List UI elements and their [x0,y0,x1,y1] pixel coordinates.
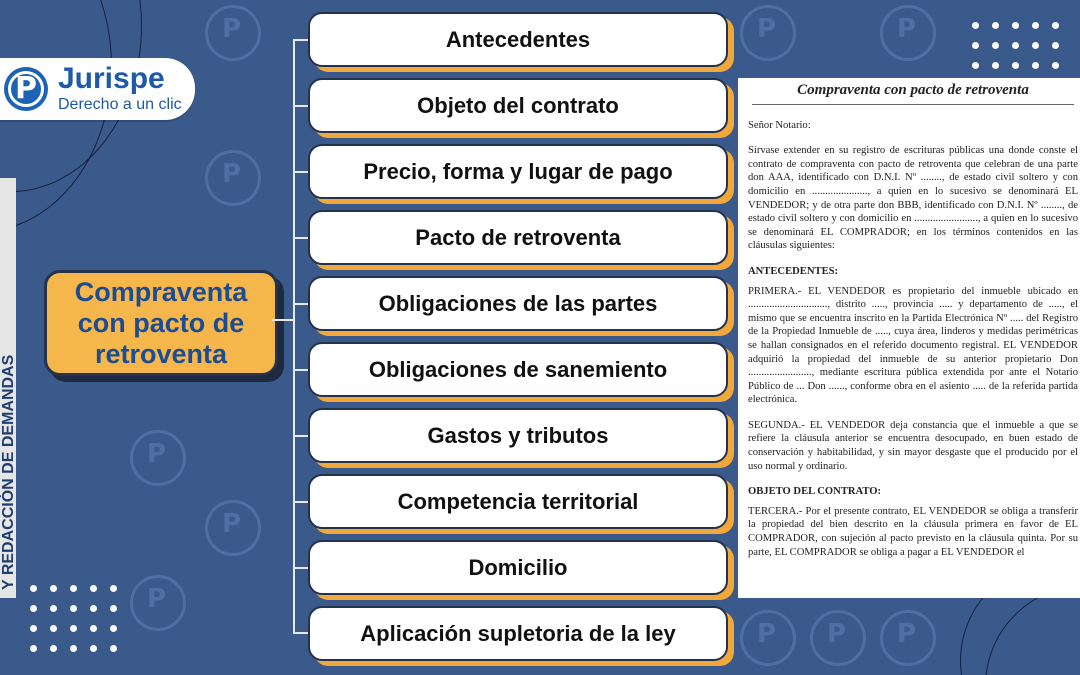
connector-line [293,105,309,107]
watermark-p-icon [205,150,261,206]
item-precio-pago: Precio, forma y lugar de pago [308,144,728,199]
watermark-p-icon [880,5,936,61]
watermark-p-icon [205,500,261,556]
item-obligaciones-sanemiento: Obligaciones de sanemiento [308,342,728,397]
connector-line [293,435,309,437]
connector-line [293,369,309,371]
watermark-p-icon [740,610,796,666]
item-gastos-tributos: Gastos y tributos [308,408,728,463]
document-clause: SEGUNDA.- EL VENDEDOR deja constancia que el inmueble a que se refiere la cláusula anterior se encuentra desocupado, en buen estado de conservación y habitabilidad, y sin mayor desgaste que el producido por el uso normal y ordinario. [748,419,1078,472]
document-excerpt [738,78,1080,598]
connector-line [293,39,309,41]
document-heading: ANTECEDENTES: [748,265,839,277]
item-antecedentes: Antecedentes [308,12,728,67]
watermark-p-icon [130,575,186,631]
item-pacto-retroventa: Pacto de retroventa [308,210,728,265]
side-label: Y REDACCIÓN DE DEMANDAS [0,354,17,590]
item-domicilio: Domicilio [308,540,728,595]
watermark-p-icon [130,430,186,486]
dot-grid [30,585,130,665]
document-clause: PRIMERA.- EL VENDEDOR es propietario del inmueble ubicado en .............................., distrito ....., provincia ..... y departamento de ....., el mismo que se encuentra inscrito en la Partida Electrónica Nº ..... del Registro de la Propiedad Inmueble de ....., cuya área, linderos y medidas perimétricas se hallan consignados en el referido documento registral. EL VENDEDOR adquirió la propiedad del inmueble de su anterior propietario Don ........................, mediante escritura pública extendida por ante el Notario Público de ... Don ......, conforme obra en el asiento ..... de la referida partida electrónica. [748,285,1078,406]
document-intro: Sírvase extender en su registro de escrituras públicas una donde conste el contrato de compraventa con pacto de retroventa que celebran de una parte don AAA, identificado con D.N.I. Nº ........, de estado civil soltero y con domicilio en ....................., a quien en lo sucesivo se denominará EL VENDEDOR; y de otra parte don BBB, identificado con D.N.I. Nº ........, de estado civil soltero y con domicilio en ........................, a quien en lo sucesivo se denominará EL COMPRADOR; en los términos contenidos en las cláusulas siguientes: [748,145,1078,252]
jurispe-p-logo-icon: P [4,67,48,111]
watermark-p-icon [810,610,866,666]
watermark-p-icon [740,5,796,61]
connector-line [293,303,309,305]
document-salutation: Señor Notario: [748,119,811,131]
connector-line [293,237,309,239]
connector-line [293,632,309,634]
watermark-p-icon [880,610,936,666]
connector-trunk [293,40,295,632]
connector-line [293,501,309,503]
document-heading: OBJETO DEL CONTRATO: [748,486,882,498]
brand-name: Jurispe [58,62,165,95]
dot-grid [972,22,1072,82]
watermark-p-icon [205,5,261,61]
connector-line [272,319,294,321]
brand-tagline: Derecho a un clic [58,96,182,113]
document-clause: TERCERA.- Por el presente contrato, EL VENDEDOR se obliga a transferir la propiedad del bien descrito en la cláusula primera en favor de EL COMPRADOR, con sujeción al pacto previsto en la cláusula quinta. Por su parte, EL COMPRADOR se obliga a pagar a EL VENDEDOR el [748,505,1078,558]
connector-line [293,567,309,569]
main-topic: Compraventa con pacto de retroventa [44,270,278,376]
item-obligaciones-partes: Obligaciones de las partes [308,276,728,331]
brand-logo[interactable] [0,58,195,120]
document-title: Compraventa con pacto de retroventa [752,82,1074,105]
connector-line [293,171,309,173]
brand-text [58,64,182,114]
item-competencia-territorial: Competencia territorial [308,474,728,529]
item-aplicacion-supletoria: Aplicación supletoria de la ley [308,606,728,661]
item-objeto-contrato: Objeto del contrato [308,78,728,133]
